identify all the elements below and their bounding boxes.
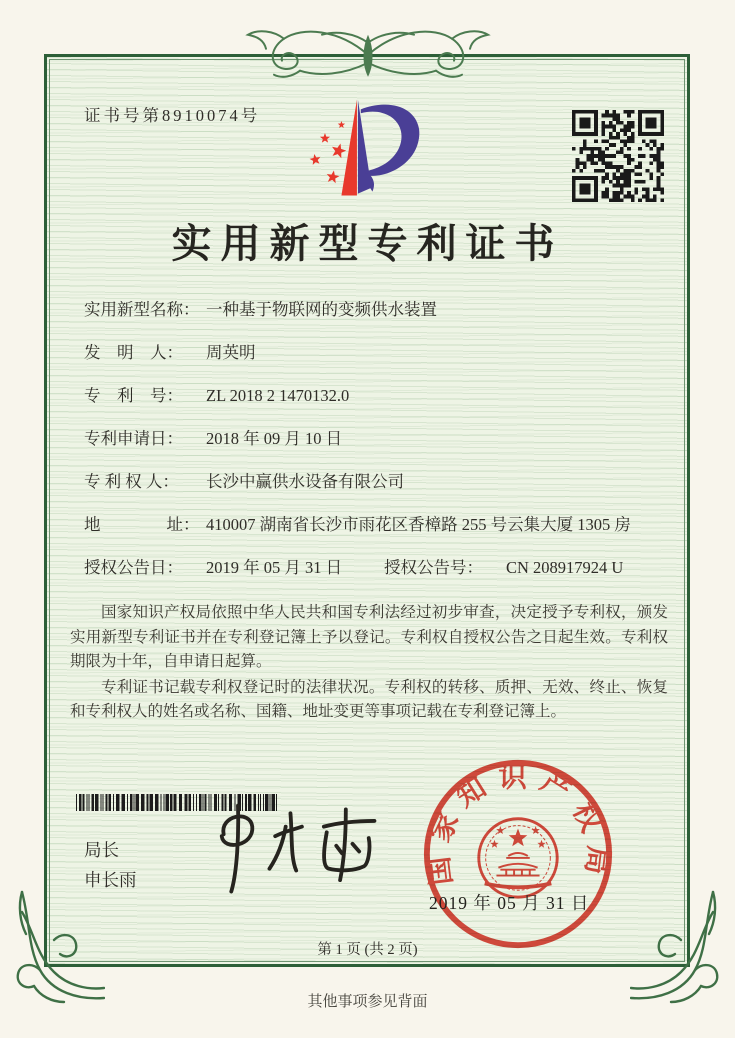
field-value: 2018 年 09 月 10 日 — [206, 429, 343, 448]
field-label: 发 明 人： — [84, 343, 183, 362]
notice-paragraph-1: 国家知识产权局依照中华人民共和国专利法经过初步审查，决定授予专利权，颁发实用新型专利证书并在专利登记簿上予以登记。专利权自授权公告之日起生效。专利权期限为十年，自申请日起算。 — [70, 604, 668, 670]
field-filing-date — [84, 428, 669, 450]
seal-date: 2019 年 05 月 31 日 — [429, 893, 590, 913]
page-number: 第 1 页 (共 2 页) — [317, 942, 418, 958]
top-scroll-ornament-icon — [218, 23, 518, 87]
cnipa-patent-logo-icon — [293, 94, 448, 206]
certificate-title: 实用新型专利证书 — [171, 221, 564, 266]
field-value: 长沙中赢供水设备有限公司 — [206, 472, 404, 491]
field-address — [84, 514, 669, 536]
field-value: 2019 年 05 月 31 日 — [206, 558, 343, 577]
director-name: 申长雨 — [84, 870, 137, 890]
svg-text:国家知识产权局 — [422, 761, 614, 887]
field-label: 授权公告号： — [384, 558, 483, 577]
field-value: 周英明 — [206, 343, 256, 362]
field-value: CN 208917924 U — [506, 558, 624, 577]
back-side-note: 其他事项参见背面 — [307, 994, 428, 1010]
field-grant-date — [84, 557, 384, 579]
field-value: 410007 湖南省长沙市雨花区香樟路 255 号云集大厦 1305 房 — [206, 515, 631, 534]
seal-text: 国家知识产权局 — [422, 762, 614, 887]
field-list — [84, 299, 669, 600]
notice-paragraph-2: 专利证书记载专利权登记时的法律状况。专利权的转移、质押、无效、终止、恢复和专利权人的姓名或名称、国籍、地址变更等事项记载在专利登记簿上。 — [70, 678, 668, 720]
field-label: 专 利 权 人： — [84, 472, 179, 491]
field-patent-number — [84, 385, 669, 407]
field-label: 专 利 号： — [84, 386, 183, 405]
director-title: 局长 — [84, 840, 119, 860]
field-label: 实用新型名称： — [84, 300, 200, 319]
field-grant-number — [384, 557, 623, 579]
field-utility-model-name — [84, 299, 669, 321]
director-signature-icon — [195, 798, 405, 903]
field-inventor — [84, 342, 669, 364]
field-value: 一种基于物联网的变频供水装置 — [206, 300, 437, 319]
certificate-number: 证书号第8910074号 — [84, 106, 261, 125]
national-emblem-icon — [479, 819, 557, 897]
field-label: 地 址： — [84, 515, 200, 534]
field-grant-row — [84, 557, 669, 579]
national-ip-office-seal-icon — [420, 756, 616, 952]
field-value: ZL 2018 2 1470132.0 — [206, 386, 350, 405]
field-label: 专利申请日： — [84, 429, 183, 448]
field-label: 授权公告日： — [84, 558, 183, 577]
director-block — [84, 835, 137, 895]
legal-notice — [70, 601, 668, 726]
field-patentee — [84, 471, 669, 493]
qr-code-icon — [572, 110, 664, 202]
